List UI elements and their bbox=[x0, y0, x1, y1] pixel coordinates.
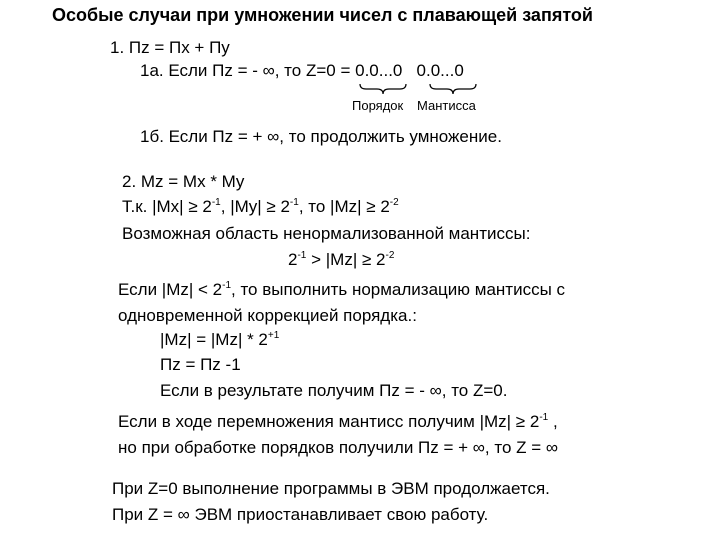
order-label: Порядок bbox=[352, 98, 404, 113]
mantissa-brace bbox=[428, 82, 478, 96]
order-decrement-line: Пz = Пz -1 bbox=[160, 355, 241, 374]
order-correction-line: одновременной коррекцией порядка.: bbox=[118, 306, 417, 325]
overflow-condition-line: Если в ходе перемножения мантисс получим $|Mz| \ge 2^{-1}$ , bbox=[118, 412, 558, 431]
order-brace bbox=[358, 82, 408, 96]
rule-1a-text: 1а. Если Пz = - ∞, то Z=0 = bbox=[140, 61, 356, 80]
rule-1a-line bbox=[140, 61, 464, 81]
overflow-result-line: но при обработке порядков получили Пz = + ∞, то Z = ∞ bbox=[118, 438, 558, 457]
mantissa-zero-value: 0.0...0 bbox=[416, 61, 464, 80]
order-zero-value: 0.0...0 bbox=[355, 61, 403, 80]
zero-result-note: При Z=0 выполнение программы в ЭВМ продолжается. bbox=[112, 479, 550, 498]
rule-2-mantissa-product: 2. Mz = Mx * My bbox=[122, 172, 245, 191]
denormalized-region-line: Возможная область ненормализованной мантиссы: bbox=[122, 224, 531, 243]
underflow-result-line: Если в результате получим Пz = - ∞, то Z=0. bbox=[160, 381, 508, 400]
normalization-condition-line: Если $|Mz| < 2^{-1}$, то выполнить нормализацию мантиссы с bbox=[118, 280, 566, 299]
rule-1-exponent-sum: 1. Пz = Пx + Пy bbox=[110, 38, 230, 57]
mantissa-shift-line: $|Mz| = |Mz| * 2^{+1}$ bbox=[160, 330, 280, 349]
page-title: Особые случаи при умножении чисел с плавающей запятой bbox=[52, 5, 593, 25]
mantissa-bounds-line: Т.к. $|Mx| \ge 2^{-1}$, $|My| \ge 2^{-1}$, то $|Mz| \ge 2^{-2}$ bbox=[122, 197, 399, 216]
denormalized-range-line: $2^{-1} > |Mz| \ge 2^{-2}$ bbox=[288, 250, 395, 269]
infinity-result-note: При Z = ∞ ЭВМ приостанавливает свою работу. bbox=[112, 505, 489, 524]
mantissa-label: Мантисса bbox=[417, 98, 476, 113]
rule-1b-line: 1б. Если Пz = + ∞, то продолжить умножение. bbox=[140, 127, 502, 146]
